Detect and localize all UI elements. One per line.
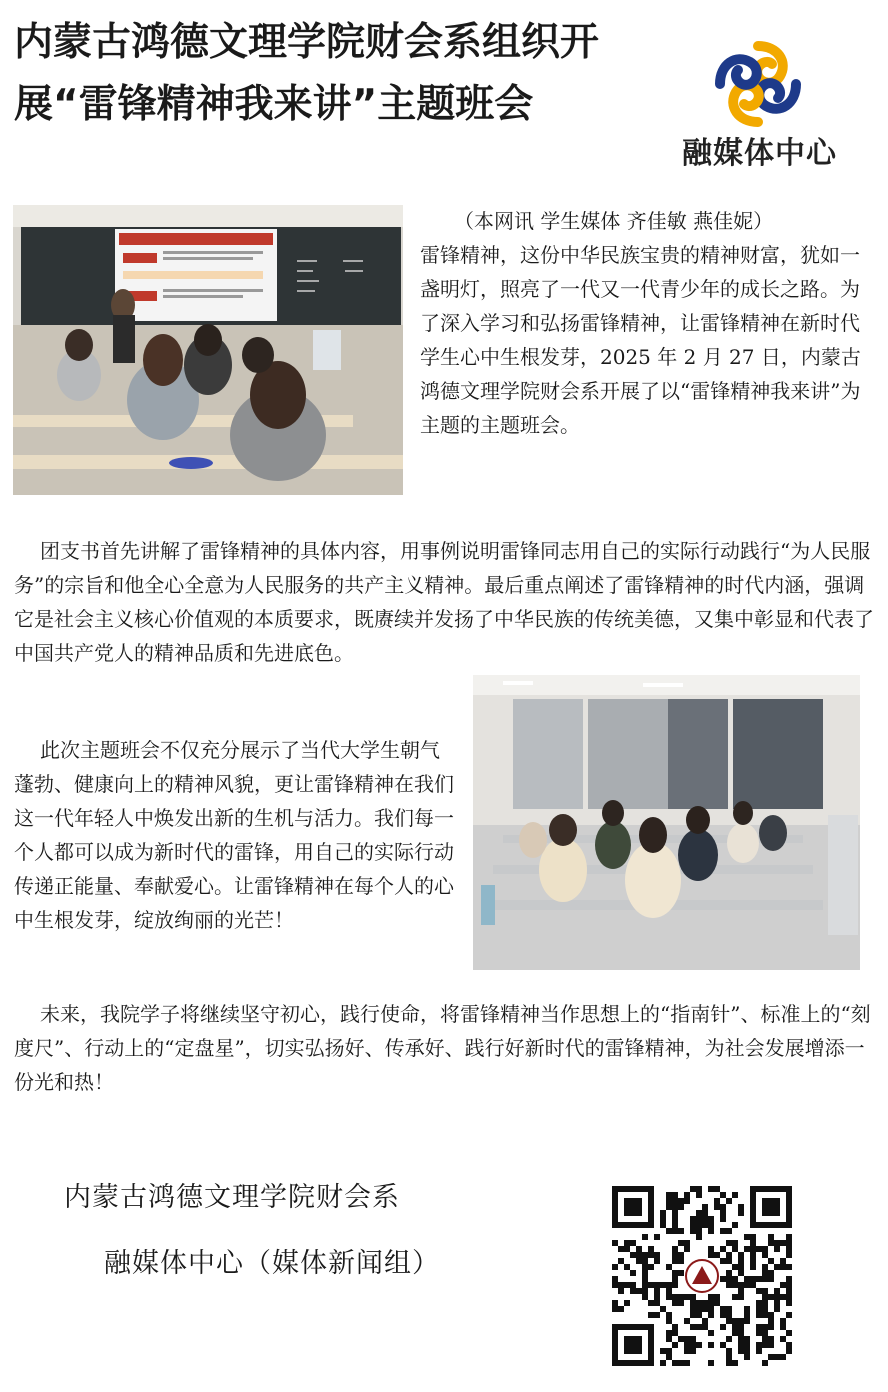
classroom-lecture-photo	[13, 205, 403, 495]
qr-code-icon	[612, 1186, 792, 1366]
article-byline: （本网讯 学生媒体 齐佳敏 燕佳妮）	[454, 209, 774, 233]
article-paragraph-1: 雷锋精神，这份中华民族宝贵的精神财富，犹如一盏明灯，照亮了一代又一代青少年的成长之路。为了深入学习和弘扬雷锋精神，让雷锋精神在新时代学生心中生根发芽，2025 年 2 月 27 日，内蒙古鸿德文理学院财会系开展了以“雷锋精神我来讲”为主题的主题班会。	[420, 243, 861, 437]
footer-department: 内蒙古鸿德文理学院财会系	[64, 1182, 400, 1213]
article-title: 内蒙古鸿德文理学院财会系组织开展“雷锋精神我来讲”主题班会	[14, 20, 600, 127]
logo-caption: 融媒体中心	[682, 136, 837, 171]
article-paragraph-4: 未来，我院学子将继续坚守初心，践行使命，将雷锋精神当作思想上的“指南针”、标准上的“刻度尺”、行动上的“定盘星”，切实弘扬好、传承好、践行好新时代的雷锋精神，为社会发展增添一份光和热！	[14, 1002, 871, 1094]
article-paragraph-3: 此次主题班会不仅充分展示了当代大学生朝气蓬勃、健康向上的精神风貌，更让雷锋精神在我们这一代年轻人中焕发出新的生机与活力。我们每一个人都可以成为新时代的雷锋，用自己的实际行动传递正能量、奉献爱心。让雷锋精神在每个人的心中生根发芽，绽放绚丽的光芒！	[14, 738, 454, 932]
footer-media-center: 融媒体中心（媒体新闻组）	[104, 1248, 440, 1279]
article-intro	[420, 204, 875, 442]
article-paragraph-2: 团支书首先讲解了雷锋精神的具体内容，用事例说明雷锋同志用自己的实际行动践行“为人民服务”的宗旨和他全心全意为人民服务的共产主义精神。最后重点阐述了雷锋精神的时代内涵，强调它是社会主义核心价值观的本质要求，既赓续并发扬了中华民族的传统美德，又集中彰显和代表了中国共产党人的精神品质和先进底色。	[14, 539, 874, 665]
students-class-meeting-photo	[473, 675, 860, 970]
